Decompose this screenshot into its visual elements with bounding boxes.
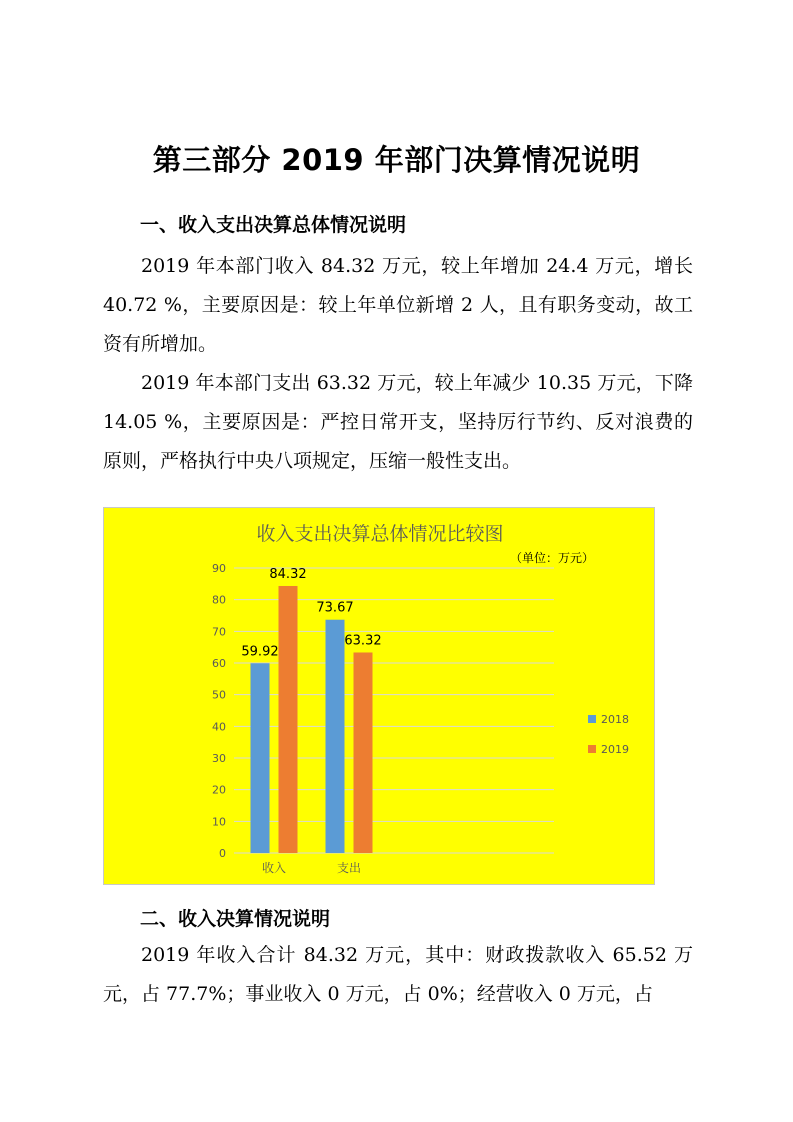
data-label: 59.92 <box>241 644 279 660</box>
chart-title: 收入支出决算总体情况比较图 <box>256 523 504 545</box>
y-tick-label: 0 <box>219 847 226 860</box>
y-tick-label: 90 <box>212 562 226 575</box>
chart-data-labels <box>241 567 381 659</box>
bar-2019-1 <box>354 652 373 853</box>
legend-label-2018: 2018 <box>601 713 629 726</box>
bar-2018-1 <box>326 620 345 853</box>
legend-swatch-2018 <box>588 715 596 723</box>
y-tick-label: 50 <box>212 688 226 702</box>
data-label: 73.67 <box>316 600 354 616</box>
chart-subtitle: （单位：万元） <box>509 551 595 565</box>
chart-svg <box>104 508 656 886</box>
section2-heading: 二、收入决算情况说明 <box>140 908 331 930</box>
legend-swatch-2019 <box>588 745 596 753</box>
section1-heading: 一、收入支出决算总体情况说明 <box>140 214 407 236</box>
x-category-label: 支出 <box>336 861 362 875</box>
section1-paragraph-expense: 2019 年本部门支出 63.32 万元，较上年减少 10.35 万元，下降 14.05 %，主要原因是：严控日常开支，坚持厉行节约、反对浪费的原则，严格执行中央八项规定，压缩一般性支出。 <box>103 372 693 472</box>
bar-2018-0 <box>251 663 270 853</box>
income-expense-chart <box>103 507 655 885</box>
section1-paragraph-income: 2019 年本部门收入 84.32 万元，较上年增加 24.4 万元，增长 40.72 %，主要原因是：较上年单位新增 2 人，且有职务变动，故工资有所增加。 <box>103 255 693 355</box>
data-label: 84.32 <box>269 566 307 582</box>
y-tick-label: 70 <box>212 625 226 639</box>
y-tick-label: 20 <box>212 783 226 797</box>
y-tick-label: 60 <box>212 657 226 670</box>
y-tick-label: 10 <box>212 815 226 829</box>
chart-bars <box>251 586 373 853</box>
legend-label-2019: 2019 <box>601 743 629 756</box>
data-label: 63.32 <box>344 633 382 649</box>
y-tick-label: 40 <box>212 720 226 734</box>
chart-legend <box>588 713 629 756</box>
section2-paragraph-income: 2019 年收入合计 84.32 万元，其中：财政拨款收入 65.52 万元，占 77.7%；事业收入 0 万元，占 0%；经营收入 0 万元，占 <box>103 944 693 1005</box>
page-title: 第三部分 2019 年部门决算情况说明 <box>152 143 641 177</box>
y-tick-label: 80 <box>212 593 226 607</box>
bar-2019-0 <box>279 586 298 853</box>
y-tick-label: 30 <box>212 752 226 765</box>
x-category-label: 收入 <box>261 861 287 875</box>
